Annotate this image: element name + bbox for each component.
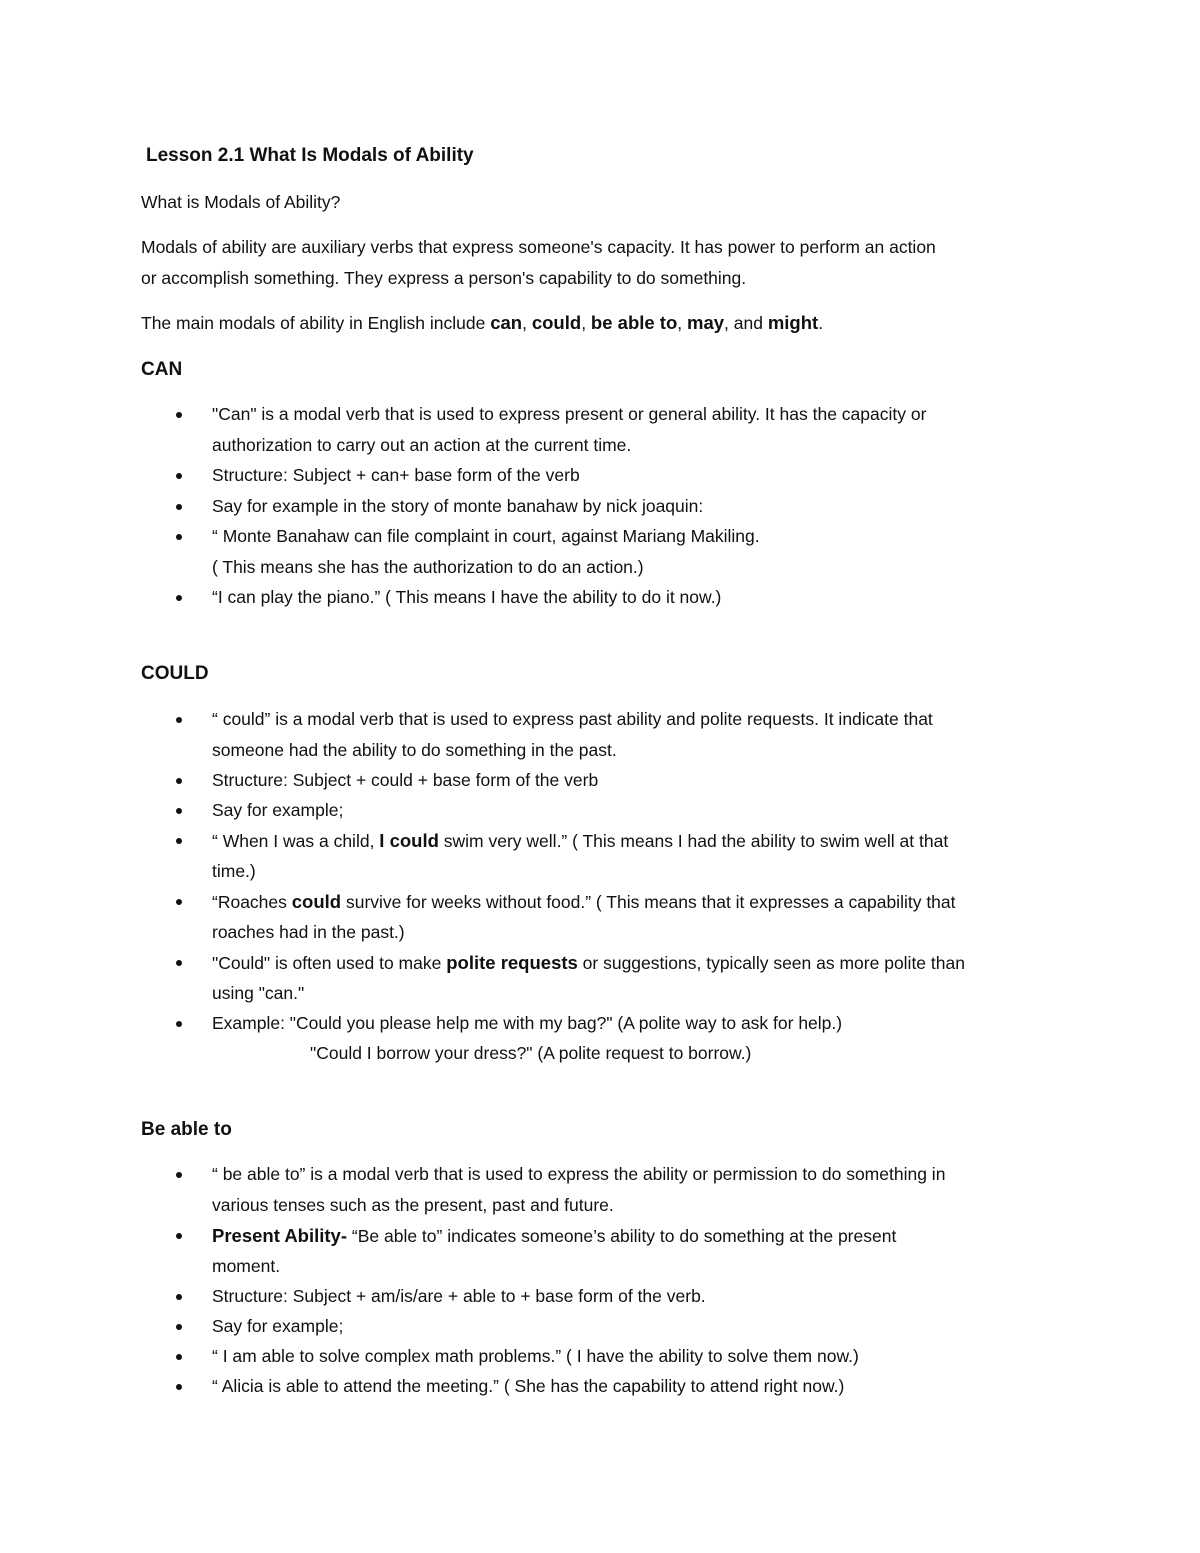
intro-line-2: or accomplish something. They express a person's capability to do something. [141, 268, 747, 288]
main-modals-sentence [141, 314, 823, 333]
could-bullet-4-line-2: time.) [212, 861, 256, 881]
can-bullet-2: Structure: Subject + can+ base form of the verb [212, 465, 580, 485]
bullet-icon [176, 1354, 182, 1360]
could-bullet-6-line-2: using "can." [212, 983, 305, 1003]
could-heading: COULD [141, 663, 209, 684]
can-bullet-3: Say for example in the story of monte banahaw by nick joaquin: [212, 496, 704, 516]
lesson-title: Lesson 2.1 What Is Modals of Ability [146, 145, 474, 166]
bullet-icon [176, 717, 182, 723]
sep: , [522, 313, 532, 333]
could-b4-bold: I could [379, 830, 439, 851]
could-bullet-5-line-2: roaches had in the past.) [212, 922, 405, 942]
bullet-icon [176, 473, 182, 479]
main-modals-prefix: The main modals of ability in English include [141, 313, 491, 333]
can-heading: CAN [141, 359, 183, 380]
could-b5-pre: “Roaches [212, 892, 292, 912]
can-bullet-4-line-1: “ Monte Banahaw can file complaint in court, against Mariang Makiling. [212, 526, 760, 546]
be-able-bullet-4: Say for example; [212, 1316, 344, 1336]
bullet-icon [176, 1324, 182, 1330]
question-text: What is Modals of Ability? [141, 192, 341, 212]
be-able-to-heading: Be able to [141, 1119, 232, 1140]
sep: , [581, 313, 591, 333]
could-bullet-7-line-2: "Could I borrow your dress?" (A polite request to borrow.) [310, 1043, 752, 1063]
could-bullet-4-line-1 [212, 832, 948, 851]
can-bullet-4-line-2: ( This means she has the authorization to do an action.) [212, 557, 644, 577]
be-able-bullet-2-line-1 [212, 1227, 896, 1246]
sep: , and [724, 313, 768, 333]
bullet-icon [176, 1384, 182, 1390]
bullet-icon [176, 595, 182, 601]
be-able-bullet-6: “ Alicia is able to attend the meeting.” ( She has the capability to attend right now.) [212, 1376, 845, 1396]
can-bullet-1-line-2: authorization to carry out an action at the current time. [212, 435, 632, 455]
be-able-b2-post: “Be able to” indicates someone’s ability to do something at the present [347, 1226, 897, 1246]
could-bullet-2: Structure: Subject + could + base form of the verb [212, 770, 599, 790]
could-b5-bold: could [291, 891, 342, 912]
be-able-bullet-5: “ I am able to solve complex math problems.” ( I have the ability to solve them now.) [212, 1346, 859, 1366]
bullet-icon [176, 808, 182, 814]
could-b5-post: survive for weeks without food.” ( This means that it expresses a capability that [341, 892, 956, 912]
can-bullet-5: “I can play the piano.” ( This means I have the ability to do it now.) [212, 587, 722, 607]
could-b6-post: or suggestions, typically seen as more polite than [577, 953, 965, 973]
modal-can: can [490, 312, 523, 333]
could-bullet-1-line-2: someone had the ability to do something in the past. [212, 740, 617, 760]
could-b4-post: swim very well.” ( This means I had the ability to swim well at that [438, 831, 949, 851]
bullet-icon [176, 1233, 182, 1239]
bullet-icon [176, 960, 182, 966]
bullet-icon [176, 412, 182, 418]
could-bullet-6-line-1 [212, 954, 965, 973]
can-bullet-1-line-1: "Can" is a modal verb that is used to express present or general ability. It has the capacity or [212, 404, 927, 424]
modal-might: might [767, 312, 819, 333]
bullet-icon [176, 534, 182, 540]
bullet-icon [176, 778, 182, 784]
be-able-bullet-2-line-2: moment. [212, 1256, 281, 1276]
bullet-icon [176, 1172, 182, 1178]
bullet-icon [176, 899, 182, 905]
sep: , [677, 313, 688, 333]
bullet-icon [176, 1294, 182, 1300]
sentence-end: . [818, 313, 824, 333]
could-bullet-5-line-1 [212, 893, 956, 912]
could-bullet-7-line-1: Example: "Could you please help me with my bag?" (A polite way to ask for help.) [212, 1013, 843, 1033]
modal-could: could [531, 312, 582, 333]
could-b6-bold: polite requests [446, 952, 578, 973]
bullet-icon [176, 504, 182, 510]
be-able-bullet-3: Structure: Subject + am/is/are + able to + base form of the verb. [212, 1286, 706, 1306]
bullet-icon [176, 838, 182, 844]
intro-line-1: Modals of ability are auxiliary verbs that express someone's capacity. It has power to perform an action [141, 237, 936, 257]
present-ability-label: Present Ability- [212, 1225, 348, 1246]
bullet-icon [176, 1021, 182, 1027]
could-bullet-3: Say for example; [212, 800, 344, 820]
be-able-bullet-1-line-2: various tenses such as the present, past and future. [212, 1195, 614, 1215]
modal-be-able-to: be able to [590, 312, 678, 333]
be-able-bullet-1-line-1: “ be able to” is a modal verb that is used to express the ability or permission to do something in [212, 1164, 946, 1184]
could-bullet-1-line-1: “ could” is a modal verb that is used to express past ability and polite requests. It indicate that [212, 709, 933, 729]
modal-may: may [687, 312, 725, 333]
could-b4-pre: “ When I was a child, [212, 831, 380, 851]
could-b6-pre: "Could" is often used to make [212, 953, 447, 973]
